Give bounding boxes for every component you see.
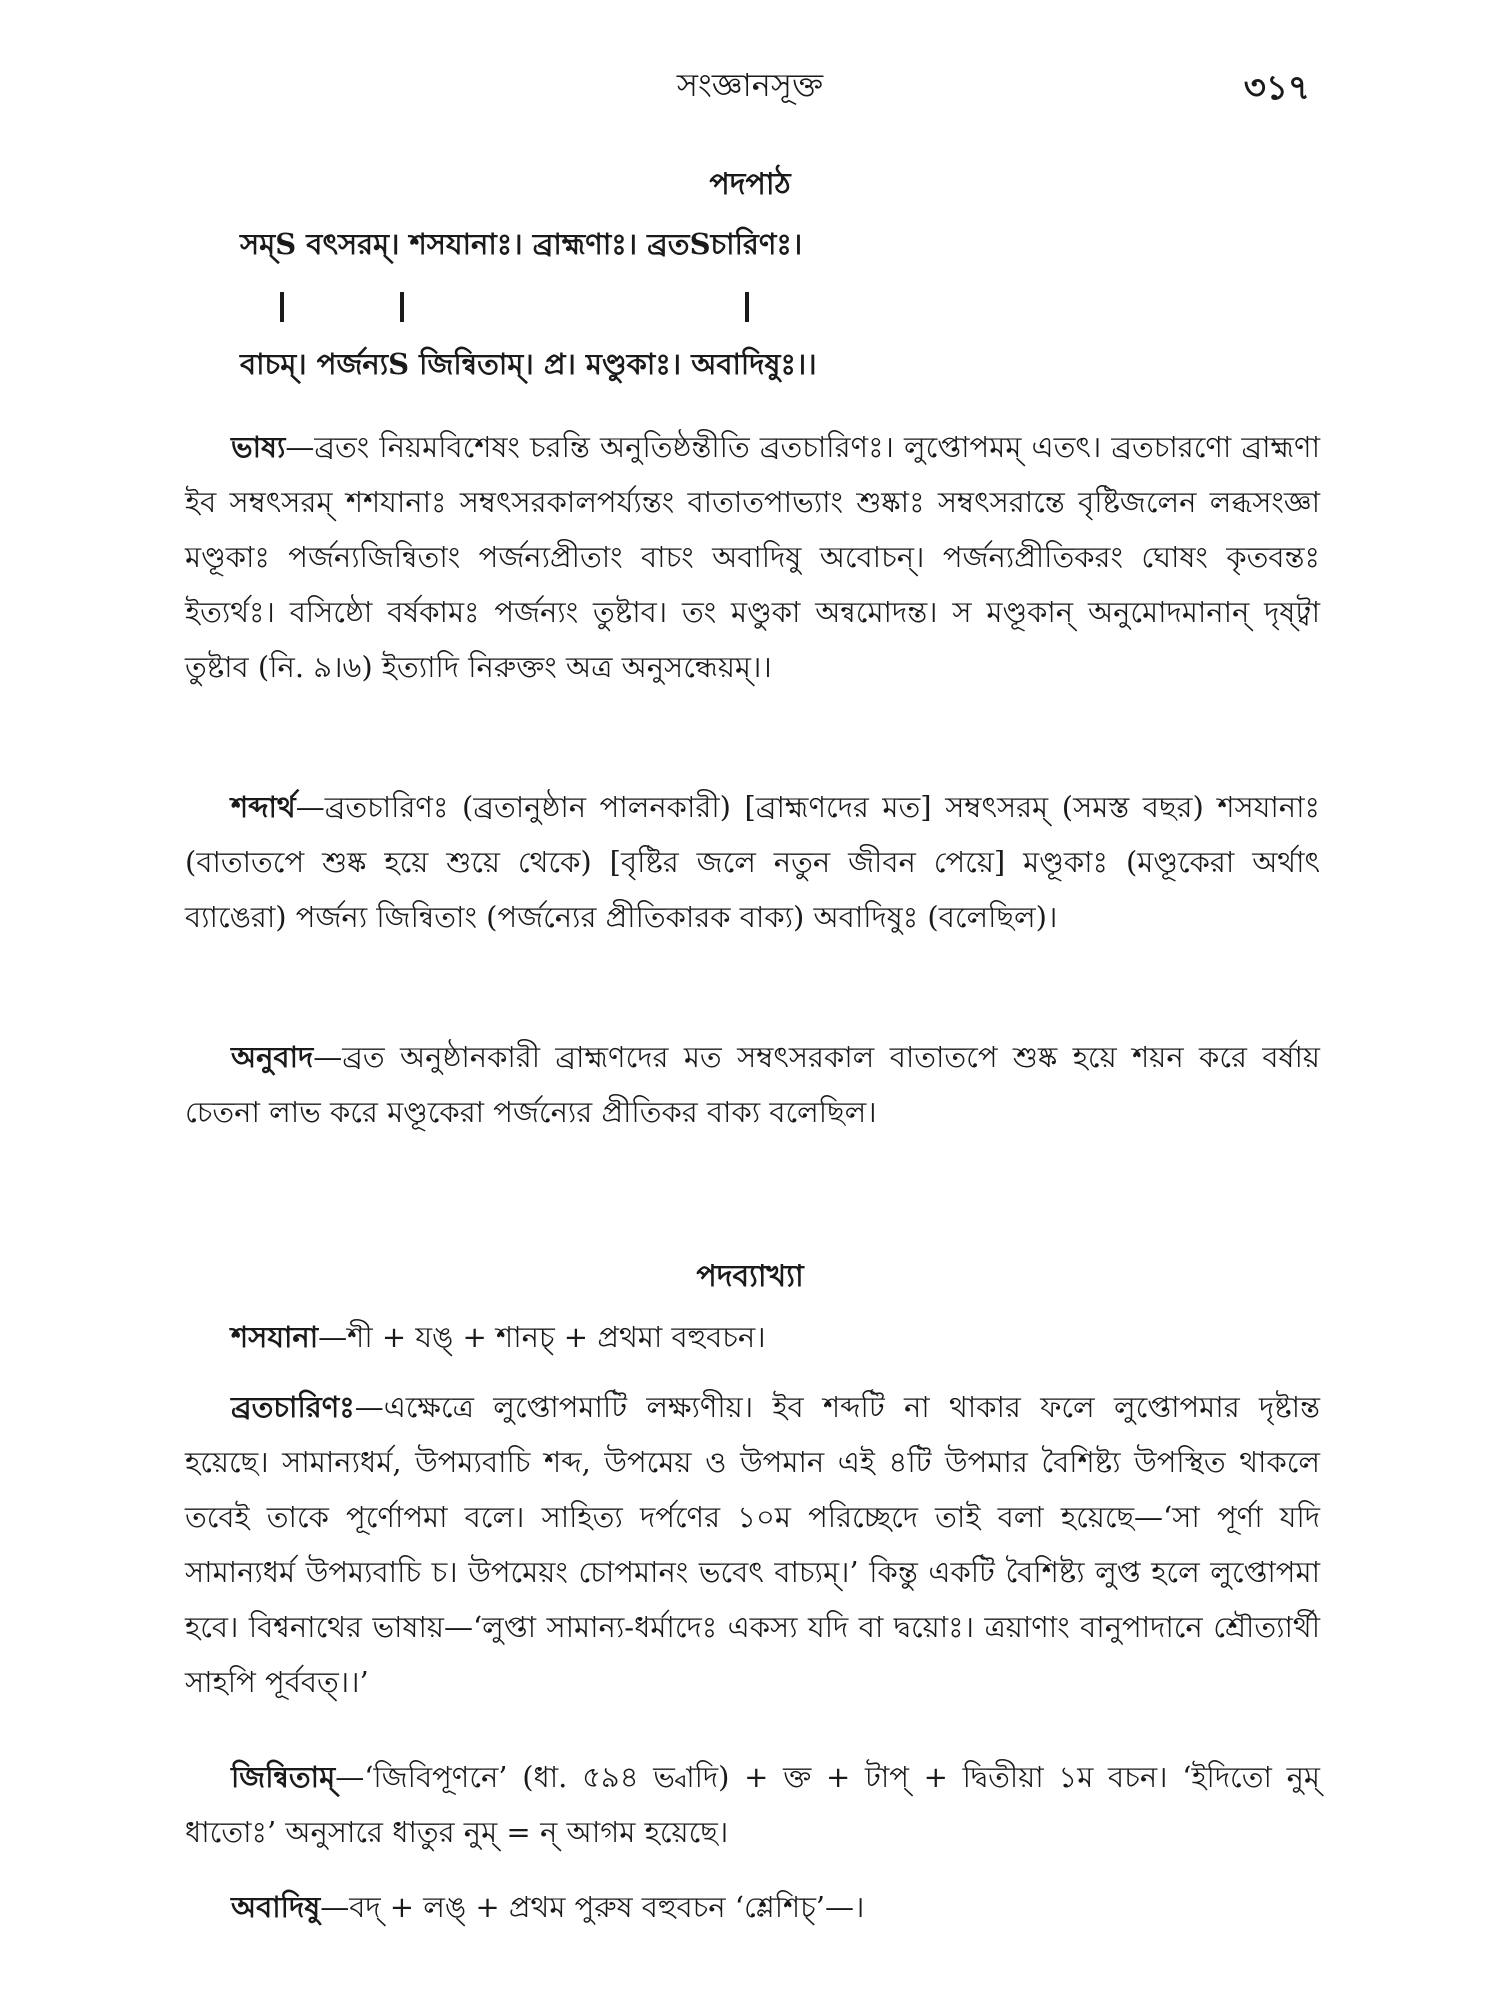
entry-text: —বদ্ + লঙ্ + প্রথম পুরুষ বহুবচন ‘শ্লেশিচ্’—।: [320, 1890, 865, 1924]
accent-mark: [745, 292, 749, 322]
bhashya-label: ভাষ্য: [231, 430, 286, 464]
definition-entry: [185, 1880, 1320, 1935]
bhashya-text: —ব্রতং নিয়মবিশেষং চরন্তি অনুতিষ্ঠন্তীতি ব্রতচারিণঃ। লুপ্তোপমম্ এতৎ। ব্রতচারণো ব্রাহ্মণা ইব সম্বৎসরম্ শশযানাঃ সম্বৎসরকালপর্য্যন্তং বাতাতপাভ্যাং শুষ্কাঃ সম্বৎসরান্তে বৃষ্টিজলেন লব্ধসংজ্ঞা মণ্ডূকাঃ পর্জন্যজিন্বিতাং পর্জন্যপ্রীতাং বাচং অবাদিষু অবোচন্। পর্জন্যপ্রীতিকরং ঘোষং কৃতবন্তঃ ইত্যর্থঃ। বসিষ্ঠো বর্ষকামঃ পর্জন্যং তুষ্টাব। তং মণ্ডুকা অন্বমোদন্ত। স মণ্ডূকান্ অনুমোদমানান্ দৃষ্ট্বা তুষ্টাব (নি. ৯।৬) ইত্যাদি নিরুক্তং অত্র অনুসন্ধেয়ম্।।: [185, 430, 1320, 684]
running-head: সংজ্ঞানসূক্ত: [676, 66, 824, 104]
entry-text: —শী + যঙ্ + শানচ্ + প্রথমা বহুবচন।: [318, 1320, 766, 1354]
accent-marks: [240, 292, 840, 332]
shabdartha-text: —ব্রতচারিণঃ (ব্রতানুষ্ঠান পালনকারী) [ব্রাহ্মণদের মত] সম্বৎসরম্ (সমস্ত বছর) শসযানাঃ (বাতাতপে শুষ্ক হয়ে শুয়ে থেকে) [বৃষ্টির জলে নতুন জীবন পেয়ে] মণ্ডূকাঃ (মণ্ডূকেরা অর্থাৎ ব্যাঙেরা) পর্জন্য জিন্বিতাং (পর্জন্যের প্রীতিকারক বাক্য) অবাদিষুঃ (বলেছিল)।: [185, 790, 1320, 934]
shabdartha-paragraph: [185, 780, 1320, 945]
anubad-text: —ব্রত অনুষ্ঠানকারী ব্রাহ্মণদের মত সম্বৎসরকাল বাতাতপে শুষ্ক হয়ে শয়ন করে বর্ষায় চেতনা লাভ করে মণ্ডূকেরা পর্জন্যের প্রীতিকর বাক্য বলেছিল।: [185, 1040, 1320, 1129]
anubad-label: অনুবাদ: [231, 1040, 314, 1074]
padabyakhya-heading: পদব্যাখ্যা: [696, 1259, 804, 1294]
page-number: ৩১৭: [1243, 68, 1310, 108]
padapatha-heading: পদপাঠ: [709, 167, 791, 202]
shabdartha-label: শব্দার্থ: [231, 790, 296, 824]
entry-text: —‘জিবিপূণনে’ (ধা. ৫৯৪ ভ্বাদি) + ক্ত + টাপ্ + দ্বিতীয়া ১ম বচন। ‘ইদিতো নুম্ ধাতোঃ’ অনুসারে ধাতুর নুম্ = ন্ আগম হয়েছে।: [185, 1760, 1320, 1849]
entry-term: ব্রতচারিণঃ: [231, 1390, 355, 1424]
entry-text: —এক্ষেত্রে লুপ্তোপমাটি লক্ষ্যণীয়। ইব শব্দটি না থাকার ফলে লুপ্তোপমার দৃষ্টান্ত হয়েছে। সামান্যধর্ম, উপম্যবাচি শব্দ, উপমেয় ও উপমান এই ৪টি উপমার বৈশিষ্ট্য উপস্থিত থাকলে তবেই তাকে পূর্ণোপমা বলে। সাহিত্য দর্পণের ১০ম পরিচ্ছেদে তাই বলা হয়েছে—‘সা পূর্ণা যদি সামান্যধর্ম উপম্যবাচি চ। উপমেয়ং চোপমানং ভবেৎ বাচ্যম্।’ কিন্তু একটি বৈশিষ্ট্য লুপ্ত হলে লুপ্তোপমা হবে। বিশ্বনাথের ভাষায়—‘লুপ্তা সামান্য-ধর্মাদেঃ একস্য যদি বা দ্বয়োঃ। ত্রয়াণাং বানুপাদানে শ্রৌত্যার্থী সাহপি পূর্ববত্।।’: [185, 1390, 1320, 1699]
definition-entry: [185, 1750, 1320, 1860]
entry-term: অবাদিষু: [231, 1890, 321, 1924]
accent-mark: [280, 292, 284, 322]
bhashya-paragraph: [185, 420, 1320, 695]
entry-term: জিন্বিতাম্: [231, 1760, 336, 1794]
definition-entry: [185, 1380, 1320, 1710]
entry-term: শসযানা: [231, 1320, 319, 1354]
padapatha-line-1: সম্S বৎসরম্। শসযানাঃ। ব্রাহ্মণাঃ। ব্রতSচারিণঃ।: [240, 227, 803, 261]
anubad-paragraph: [185, 1030, 1320, 1140]
definition-entry: [185, 1310, 1320, 1365]
padapatha-line-2: বাচম্। পর্জন্যS জিন্বিতাম্। প্র। মণ্ডুকাঃ। অবাদিষুঃ।।: [240, 347, 817, 381]
accent-mark: [400, 292, 404, 322]
